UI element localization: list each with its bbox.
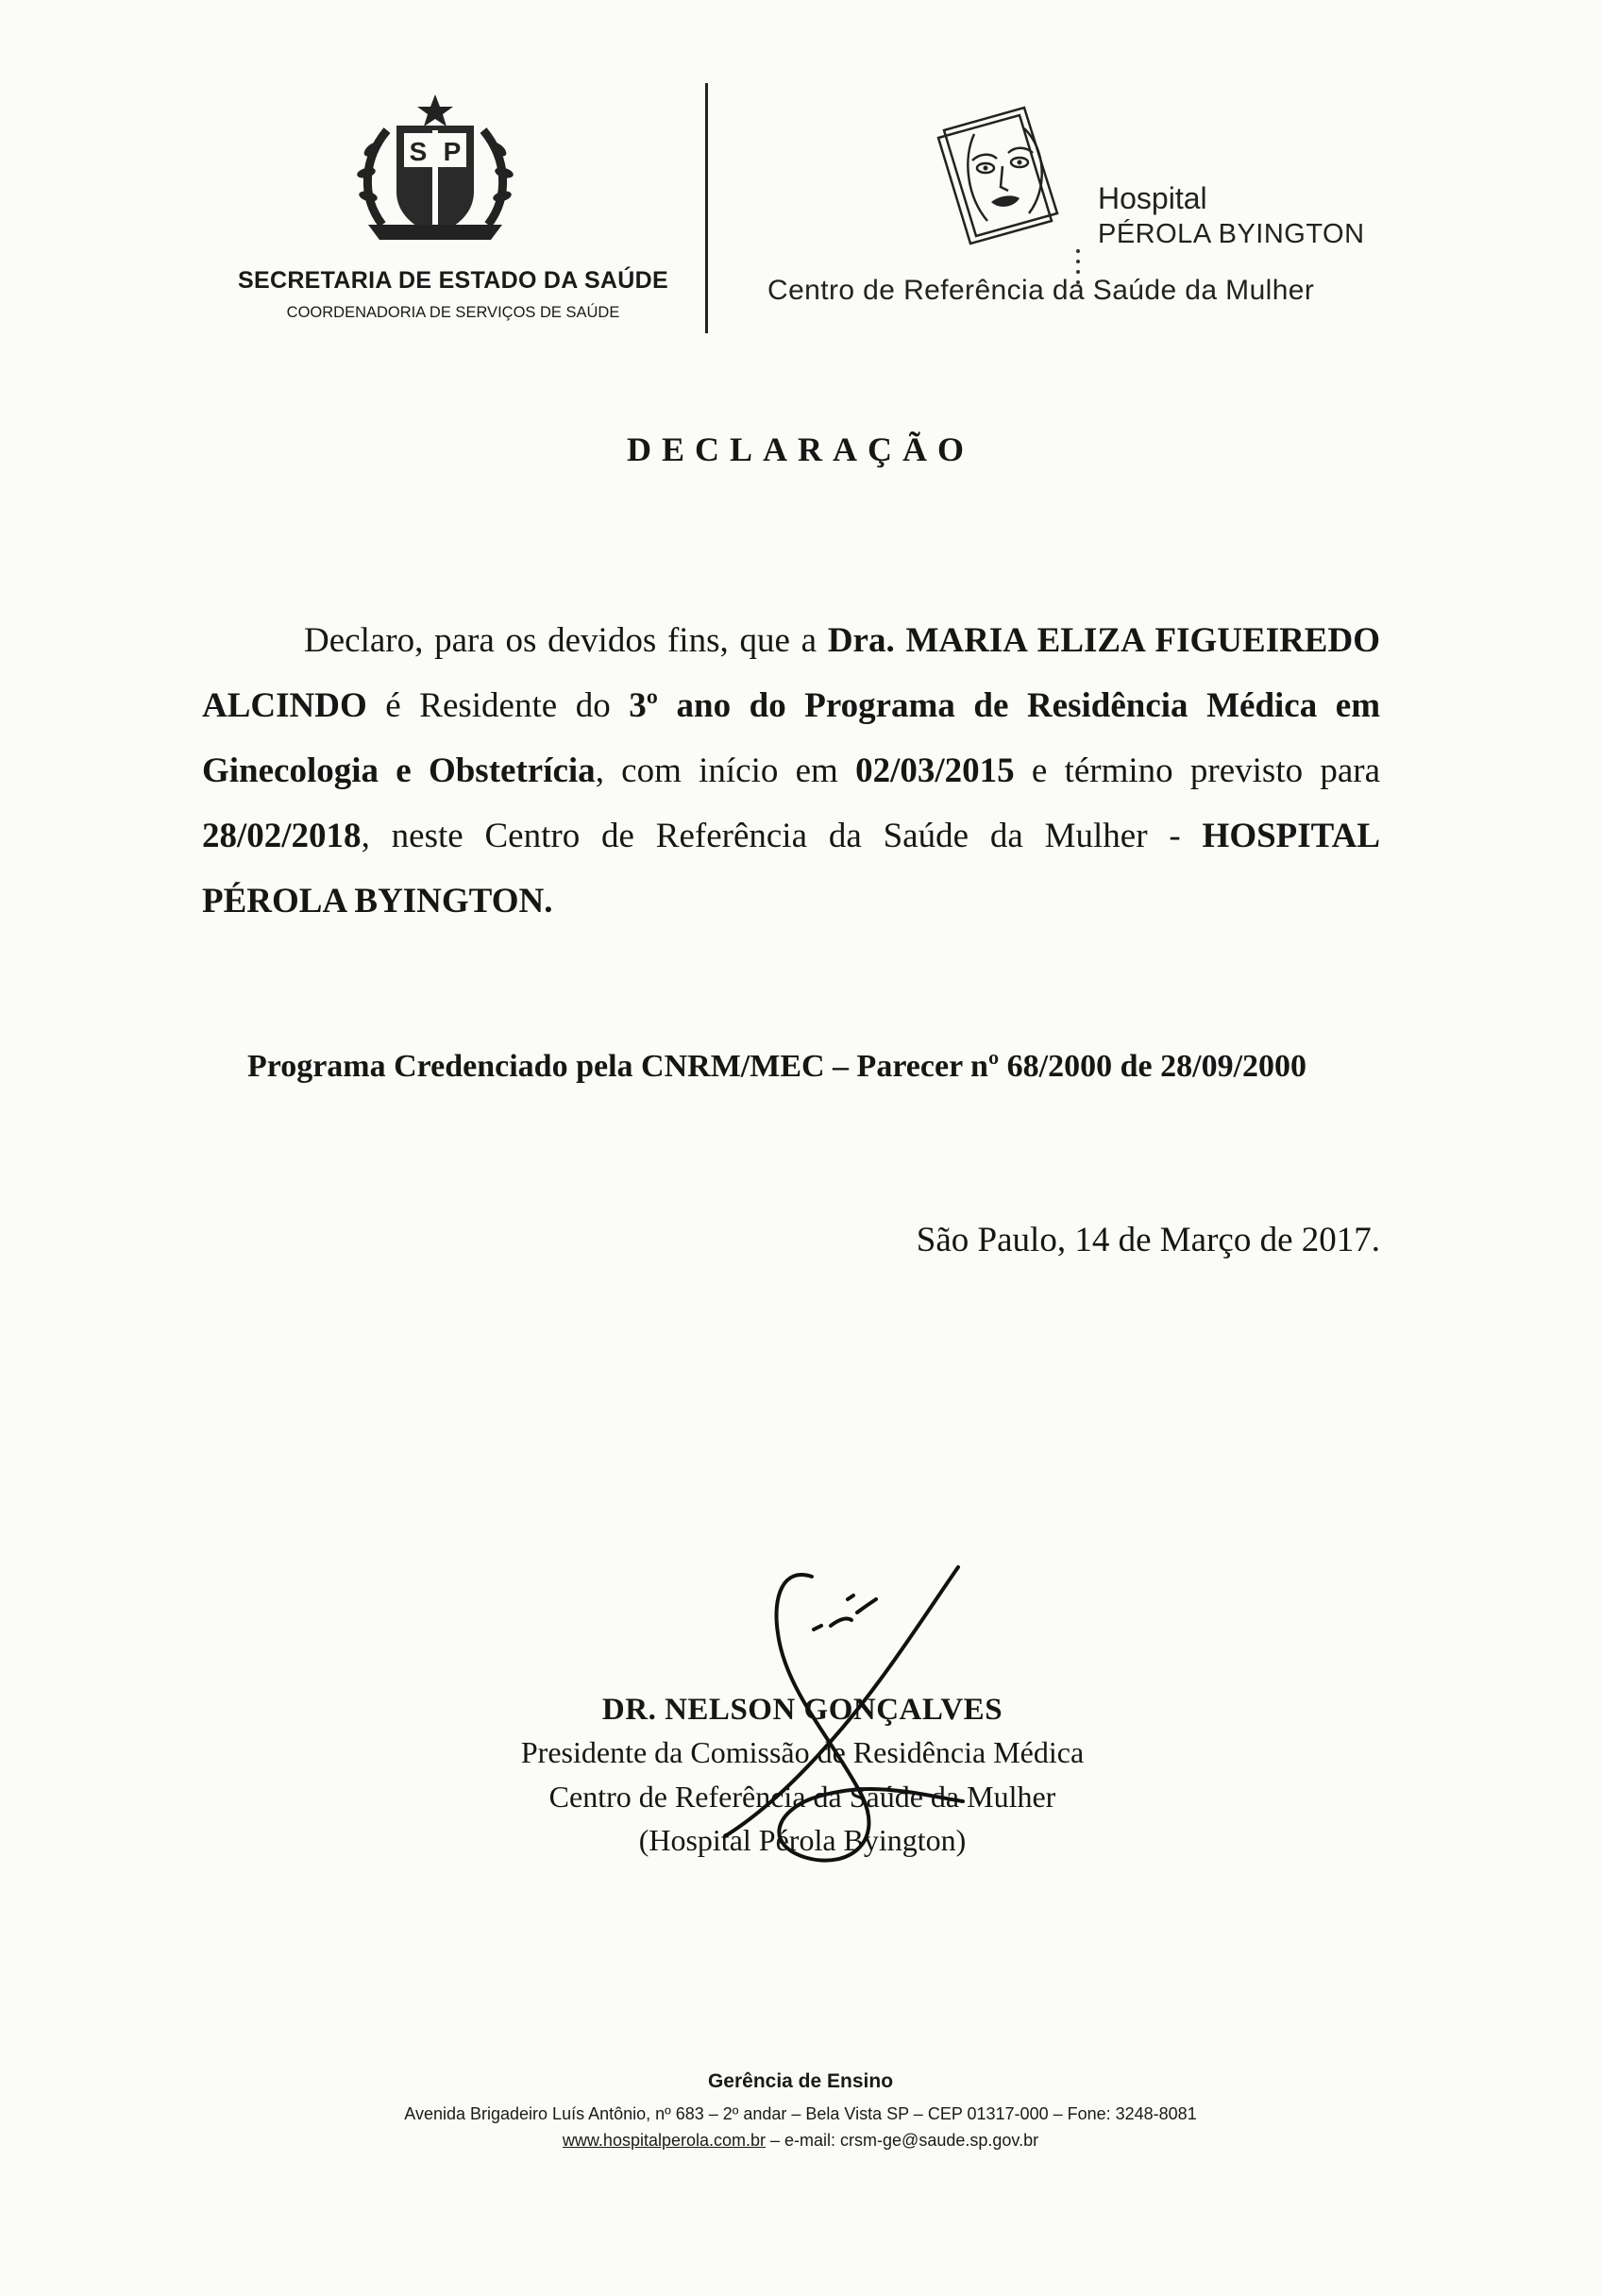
hospital-face-logo (935, 102, 1072, 253)
handwritten-signature (614, 1558, 991, 1916)
signatory-name: DR. NELSON GONÇALVES (601, 1693, 1003, 1727)
coordenadoria-subtitle: COORDENADORIA DE SERVIÇOS DE SAÚDE (286, 304, 620, 321)
end-date: 28/02/2018 (202, 817, 362, 855)
accreditation-line: Programa Credenciado pela CNRM/MEC – Parecer nº 68/2000 de 28/09/2000 (246, 1049, 1307, 1084)
hospital-name-line1: Hospital (1098, 181, 1207, 215)
body-centro: , neste Centro de Referência da Saúde da Mulher - (361, 817, 1181, 855)
hospital-centro-subtitle: Centro de Referência da Saúde da Mulher (767, 275, 1315, 306)
header-divider (705, 83, 708, 333)
place-and-date: São Paulo, 14 de Março de 2017. (916, 1221, 1380, 1259)
footer-address: Avenida Brigadeiro Luís Antônio, nº 683 – 2º andar – Bela Vista SP – CEP 01317-000 – Fone: 3248-8081 (404, 2104, 1197, 2123)
document-title: DECLARAÇÃO (626, 430, 974, 468)
svg-text:P: P (443, 137, 462, 166)
body-inicio: , com início em (595, 751, 838, 790)
signatory-hospital: (Hospital Pérola Byington) (638, 1823, 967, 1857)
svg-text:S: S (409, 137, 428, 166)
footer-contacts (0, 2131, 1601, 2151)
hospital-name-line2: PÉROLA BYINGTON (1098, 219, 1365, 249)
footer-department: Gerência de Ensino (707, 2070, 894, 2092)
declaration-paragraph (202, 608, 1380, 934)
website-link[interactable]: www.hospitalperola.com.br (562, 2131, 767, 2150)
secretaria-title: SECRETARIA DE ESTADO DA SAÚDE (238, 267, 668, 294)
signatory-role: Presidente da Comissão de Residência Médica (520, 1735, 1085, 1769)
signatory-organization: Centro de Referência da Saúde da Mulher (548, 1780, 1056, 1814)
sao-paulo-crest-logo (349, 93, 521, 244)
body-intro: Declaro, para os devidos fins, que a (304, 621, 817, 660)
body-residente: é Residente do (385, 686, 611, 725)
footer-email: – e-mail: crsm-ge@saude.sp.gov.br (766, 2131, 1039, 2150)
body-termino: e término previsto para (1031, 751, 1381, 790)
hospital-name-bold: HOSPITAL PÉROLA BYINGTON. (202, 817, 1381, 920)
residency-program: 3º ano do Programa de Residência Médica em Ginecologia e Obstetrícia (202, 686, 1381, 790)
start-date: 02/03/2015 (855, 751, 1015, 790)
resident-name: Dra. MARIA ELIZA FIGUEIREDO ALCINDO (202, 621, 1380, 725)
